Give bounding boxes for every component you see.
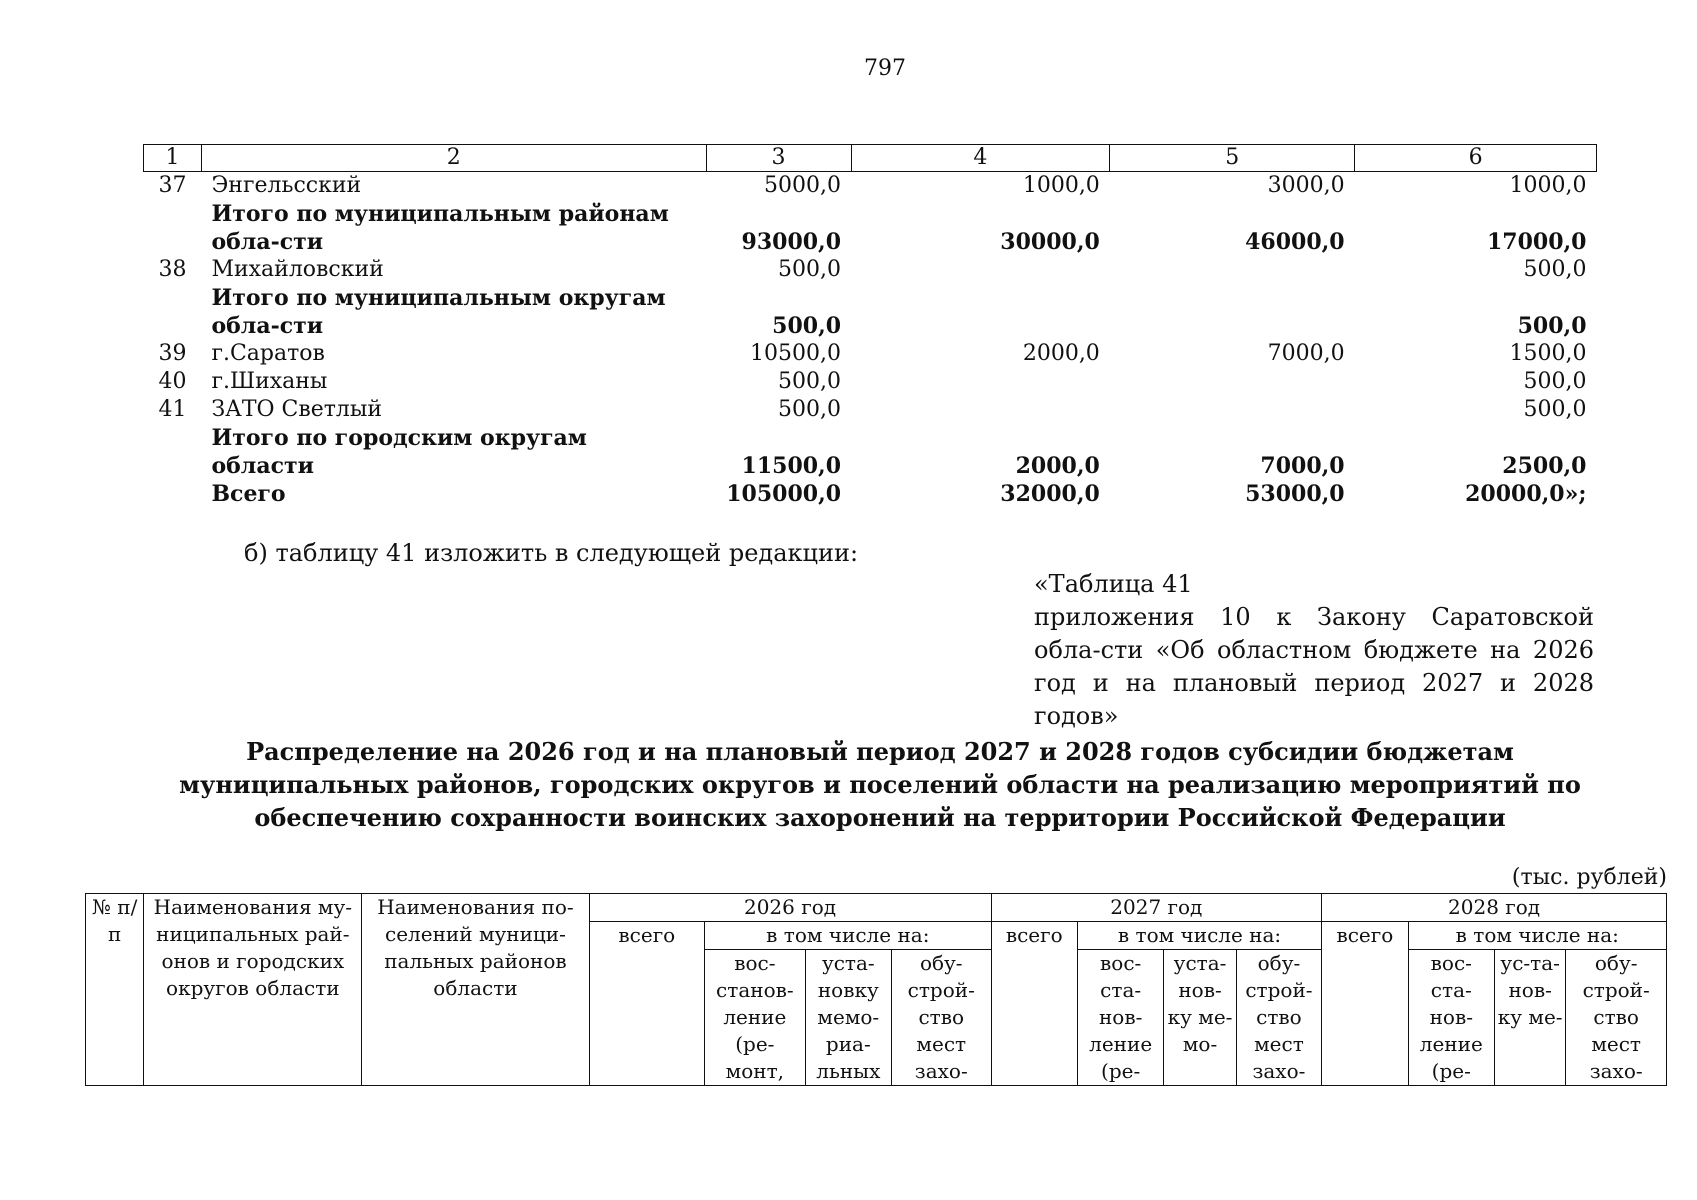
column-number-row [144, 145, 1597, 172]
row-value [1110, 396, 1355, 424]
table-caption [1034, 568, 1594, 733]
row-value: 20000,0»; [1465, 481, 1587, 507]
row-value: 500,0 [1523, 369, 1587, 394]
row-value: 500,0 [778, 397, 842, 422]
memorial-2026-header: уста-новку мемо-риа-льных [805, 950, 891, 1086]
year-2027-header: 2027 год [991, 894, 1322, 922]
total-2027-header: всего [991, 922, 1077, 1086]
including-2028-header: в том числе на: [1408, 922, 1666, 950]
row-value: 500,0 [772, 313, 842, 339]
including-2027-header: в том числе на: [1077, 922, 1321, 950]
table-row [144, 340, 1597, 368]
row-value: 7000,0 [1260, 453, 1345, 479]
row-value: 30000,0 [1000, 229, 1100, 255]
units-label: (тыс. рублей) [1511, 865, 1667, 890]
col-header: 2 [201, 145, 706, 172]
col-header: 1 [144, 145, 202, 172]
row-value [851, 256, 1110, 284]
row-value [1110, 256, 1355, 284]
col-header: 4 [851, 145, 1110, 172]
row-value: 32000,0 [1000, 481, 1100, 507]
row-name: г.Шиханы [211, 369, 328, 394]
restoration-2027-header: вос-ста-нов-ление (ре- [1077, 950, 1163, 1086]
row-value: 1000,0 [1022, 173, 1100, 198]
col-settlement-header: Наименования по-селений муници-пальных районов области [362, 894, 589, 1086]
row-value: 2500,0 [1502, 453, 1587, 479]
row-number: 40 [158, 369, 187, 394]
subtotal-row [144, 284, 1597, 340]
row-value: 11500,0 [741, 453, 842, 479]
row-value: 1000,0 [1509, 173, 1587, 198]
row-number [144, 424, 202, 480]
row-name: Энгельсский [211, 173, 362, 198]
row-name: Михайловский [211, 257, 384, 282]
col-header: 3 [706, 145, 851, 172]
row-name: г.Саратов [211, 341, 325, 366]
total-2028-header: всего [1322, 922, 1408, 1086]
table-row [144, 368, 1597, 396]
row-value: 1500,0 [1509, 341, 1587, 366]
total-row [144, 480, 1597, 508]
row-name: Итого по городским округам области [211, 425, 587, 479]
row-value: 53000,0 [1245, 481, 1345, 507]
row-value [1110, 368, 1355, 396]
including-2026-header: в том числе на: [705, 922, 991, 950]
subtotal-row [144, 424, 1597, 480]
row-value [851, 396, 1110, 424]
row-name: Итого по муниципальным районам обла-сти [211, 201, 669, 255]
total-2026-header: всего [589, 922, 705, 1086]
burial-2026-header: обу-строй-ство мест захо- [892, 950, 992, 1086]
burial-2028-header: обу-строй-ство мест захо- [1566, 950, 1667, 1086]
row-number: 39 [158, 341, 187, 366]
distribution-header-table [85, 893, 1667, 1086]
row-value: 105000,0 [726, 481, 842, 507]
row-value: 7000,0 [1267, 341, 1345, 366]
row-value: 3000,0 [1267, 173, 1345, 198]
intro-paragraph: б) таблицу 41 изложить в следующей редакции: [244, 539, 859, 567]
row-value: 500,0 [778, 369, 842, 394]
col-district-header: Наименования му-ниципальных рай-онов и городских округов области [144, 894, 362, 1086]
document-title: Распределение на 2026 год и на плановый период 2027 и 2028 годов субсидии бюджетам муниципальных районов, городских округов и поселений области на реализацию мероприятий по обеспечению сохранности воинских захоронений на территории Российской Федерации [179, 737, 1581, 832]
year-2028-header: 2028 год [1322, 894, 1667, 922]
row-value: 46000,0 [1245, 229, 1345, 255]
row-value: 2000,0 [1015, 453, 1100, 479]
year-2026-header: 2026 год [589, 894, 991, 922]
row-value: 2000,0 [1022, 341, 1100, 366]
restoration-2026-header: вос-станов-ление (ре-монт, [705, 950, 806, 1086]
row-value: 500,0 [1523, 257, 1587, 282]
row-value: 500,0 [1523, 397, 1587, 422]
table-row [144, 396, 1597, 424]
row-value [1110, 284, 1355, 340]
page-number: 797 [864, 56, 906, 81]
row-value [851, 368, 1110, 396]
subtotal-row [144, 200, 1597, 256]
burial-2027-header: обу-строй-ство мест захо- [1236, 950, 1321, 1086]
row-number: 37 [158, 173, 187, 198]
row-number [144, 284, 202, 340]
row-value: 500,0 [1517, 313, 1587, 339]
col-number-header: № п/п [86, 894, 144, 1086]
table-row [144, 256, 1597, 284]
table-row [144, 172, 1597, 201]
row-name: Итого по муниципальным округам обла-сти [211, 285, 666, 339]
row-number: 41 [158, 397, 187, 422]
row-number [144, 200, 202, 256]
table-caption-line2: приложения 10 к Закону Саратовской обла-сти «Об областном бюджете на 2026 год и на плановый период 2027 и 2028 годов» [1034, 603, 1594, 730]
row-number: 38 [158, 257, 187, 282]
memorial-2027-header: уста-нов-ку ме-мо- [1164, 950, 1236, 1086]
table-caption-line1: «Таблица 41 [1034, 570, 1193, 598]
row-value: 5000,0 [764, 173, 842, 198]
row-value: 17000,0 [1486, 229, 1587, 255]
col-header: 6 [1355, 145, 1597, 172]
row-number [144, 480, 202, 508]
row-name: ЗАТО Светлый [211, 397, 383, 422]
restoration-2028-header: вос-ста-нов-ление (ре- [1408, 950, 1494, 1086]
row-value: 500,0 [778, 257, 842, 282]
row-value: 10500,0 [750, 341, 842, 366]
memorial-2028-header: ус-та-нов-ку ме- [1494, 950, 1565, 1086]
row-name: Всего [211, 481, 286, 507]
row-value: 93000,0 [741, 229, 842, 255]
row-value [851, 284, 1110, 340]
col-header: 5 [1110, 145, 1355, 172]
continuation-table [143, 144, 1597, 508]
